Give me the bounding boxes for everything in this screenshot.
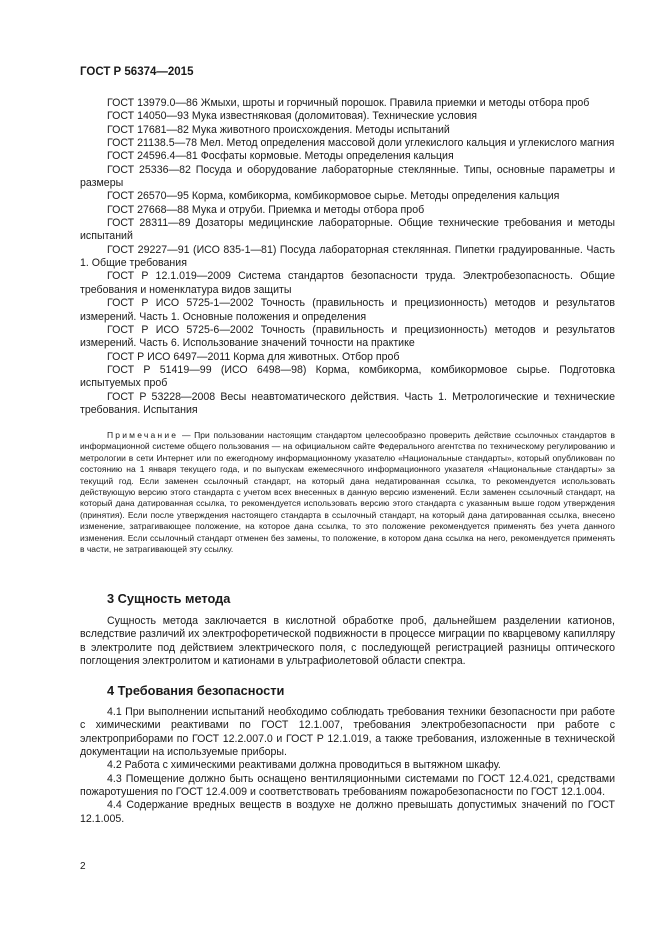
normative-references-list (80, 97, 615, 417)
reference-item: ГОСТ 17681—82 Мука животного происхождения. Методы испытаний (107, 123, 450, 136)
section-paragraph: 4.3 Помещение должно быть оснащено вентиляционными системами по ГОСТ 12.4.021, средствами пожаротушения по ГОСТ 12.4.009 и соответствовать требованиям пожаробезопасности по ГОСТ 12.1.004. (80, 772, 615, 799)
reference-item: ГОСТ Р ИСО 6497—2011 Корма для животных. Отбор проб (107, 350, 400, 363)
reference-item: ГОСТ Р 51419—99 (ИСО 6498—98) Корма, комбикорма, комбикормовое сырье. Подготовка испытуемых проб (80, 363, 615, 390)
reference-item: ГОСТ Р ИСО 5725-6—2002 Точность (правильность и прецизионность) методов и результатов измерений. Часть 6. Использование значений точности на практике (80, 323, 615, 350)
section-paragraph: Сущность метода заключается в кислотной обработке проб, дальнейшем разделении катионов, вследствие различий их электрофоретической подвижности в процессе миграции по кварцевому капилляру в электролите под действием электрического поля, с последующей регистрацией разницы оптического поглощения электролитом и катионами в ультрафиолетовой области спектра. (80, 615, 615, 668)
document-header: ГОСТ Р 56374—2015 (80, 66, 194, 78)
reference-item: ГОСТ 21138.5—78 Мел. Метод определения массовой доли углекислого кальция и углекислого магния (107, 137, 615, 150)
section-heading: 4 Требования безопасности (107, 683, 285, 698)
reference-item: ГОСТ 27668—88 Мука и отруби. Приемка и методы отбора проб (107, 203, 425, 216)
section-paragraph: 4.1 При выполнении испытаний необходимо соблюдать требования техники безопасности при работе с химическими реактивами по ГОСТ 12.1.007, требования электробезопасности при работе с электроприборами по ГОСТ 12.2.007.0 и ГОСТ Р 12.1.019, а также требования, изложенные в технической документации на используемые приборы. (80, 706, 615, 759)
reference-item: ГОСТ 28311—89 Дозаторы медицинские лабораторные. Общие технические требования и методы испытаний (80, 217, 615, 243)
section-paragraph: 4.2 Работа с химическими реактивами должна проводиться в вытяжном шкафу. (107, 759, 501, 772)
reference-item: ГОСТ 26570—95 Корма, комбикорма, комбикормовое сырье. Методы определения кальция (107, 190, 560, 203)
note-paragraph (80, 430, 615, 555)
section-paragraph: 4.4 Содержание вредных веществ в воздухе не должно превышать допустимых значений по ГОСТ 12.1.005. (80, 799, 615, 825)
reference-item: ГОСТ Р 53228—2008 Весы неавтоматического действия. Часть 1. Метрологические и технические требования. Испытания (80, 390, 615, 416)
note-label: Примечание (107, 430, 179, 440)
note-text: — При пользовании настоящим стандартом целесообразно проверить действие ссылочных стандартов в информационной системе общего пользования — на официальном сайте Федерального агентства по техническому регулированию и метрологии в сети Интернет или по ежегодному информационному указателю «Национальные стандарты», который опубликован по состоянию на 1 января текущего года, и по выпускам ежемесячного информационного указателя «Национальные стандарты» за текущий год. Если заменен ссылочный стандарт, на который дана недатированная ссылка, то рекомендуется использовать действующую версию этого стандарта с учетом всех внесенных в данную версию изменений. Если заменен ссылочный стандарт, на который дана датированная ссылка, то рекомендуется использовать версию этого стандарта с указанным выше годом утверждения (принятия). Если после утверждения настоящего стандарта в ссылочный стандарт, на который дана датированная ссылка, внесено изменение, затрагивающее положение, на которое дана ссылка, то это положение рекомендуется применять без учета данного изменения. Если ссылочный стандарт отменен без замены, то положение, в котором дана ссылка на него, рекомендуется применять в части, не затрагивающей эту ссылку. (80, 430, 615, 555)
reference-item: ГОСТ 14050—93 Мука известняковая (доломитовая). Технические условия (107, 110, 478, 123)
page-number: 2 (80, 861, 86, 872)
reference-item: ГОСТ 25336—82 Посуда и оборудование лабораторные стеклянные. Типы, основные параметры и размеры (80, 163, 615, 190)
reference-item: ГОСТ Р 12.1.019—2009 Система стандартов безопасности труда. Электробезопасность. Общие требования и номенклатура видов защиты (80, 270, 615, 296)
reference-item: ГОСТ 24596.4—81 Фосфаты кормовые. Методы определения кальция (107, 150, 454, 163)
note (80, 430, 615, 555)
section-3 (80, 591, 615, 668)
reference-item: ГОСТ 29227—91 (ИСО 835-1—81) Посуда лабораторная стеклянная. Пипетки градуированные. Часть 1. Общие требования (80, 243, 615, 270)
section-4 (80, 683, 615, 826)
section-heading: 3 Сущность метода (107, 591, 231, 606)
reference-item: ГОСТ 13979.0—86 Жмыхи, шроты и горчичный порошок. Правила приемки и методы отбора проб (107, 97, 590, 109)
reference-item: ГОСТ Р ИСО 5725-1—2002 Точность (правильность и прецизионность) методов и результатов измерений. Часть 1. Основные положения и определения (80, 297, 615, 323)
